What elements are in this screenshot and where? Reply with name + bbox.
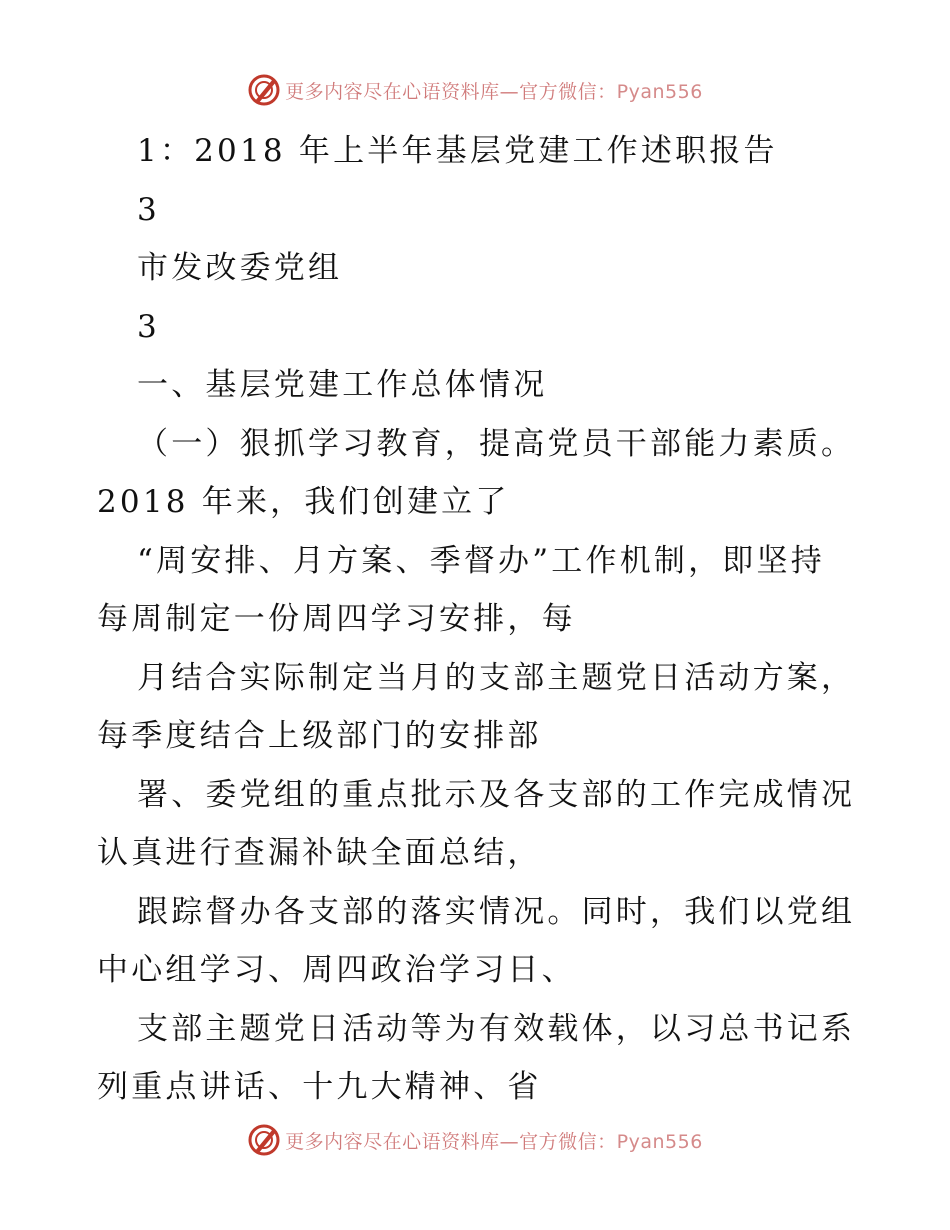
- text-line: 1：2018 年上半年基层党建工作述职报告: [137, 133, 778, 169]
- text-line: “周安排、月方案、季督办”工作机制，即坚持: [137, 542, 825, 579]
- text-line: 跟踪督办各支部的落实情况。同时，我们以党组: [137, 893, 856, 930]
- footer-banner-text: 更多内容尽在心语资料库—官方微信：Pyan556: [285, 1130, 703, 1153]
- text-line: 支部主题党日活动等为有效载体，以习总书记系: [137, 1010, 856, 1047]
- section-heading: 一、基层党建工作总体情况: [137, 367, 548, 403]
- document-body: [97, 122, 877, 1117]
- text-line: 每季度结合上级部门的安排部: [97, 718, 542, 754]
- text-line: 每周制定一份周四学习安排，每: [97, 601, 576, 637]
- text-line: 列重点讲话、十九大精神、省: [97, 1069, 542, 1105]
- text-line: 市发改委党组: [137, 250, 343, 286]
- text-line: 3: [137, 308, 160, 345]
- footer-banner-account: Pyan556: [616, 1130, 703, 1153]
- footer-banner: [0, 1120, 950, 1160]
- text-line: 2018 年来，我们创建立了: [97, 484, 510, 520]
- header-banner: [0, 70, 950, 110]
- text-line: 月结合实际制定当月的支部主题党日活动方案，: [137, 659, 856, 696]
- text-line: 中心组学习、周四政治学习日、: [97, 952, 576, 988]
- header-banner-text: 更多内容尽在心语资料库—官方微信：Pyan556: [285, 80, 703, 103]
- text-line: 认真进行查漏补缺全面总结，: [97, 835, 542, 871]
- text-line: 3: [137, 191, 160, 228]
- pen-logo-icon: [247, 1123, 281, 1157]
- subsection-heading: （一）狠抓学习教育，提高党员干部能力素质。: [137, 425, 856, 462]
- header-banner-account: Pyan556: [616, 80, 703, 103]
- pen-logo-icon: [247, 73, 281, 107]
- text-line: 署、委党组的重点批示及各支部的工作完成情况: [137, 776, 856, 813]
